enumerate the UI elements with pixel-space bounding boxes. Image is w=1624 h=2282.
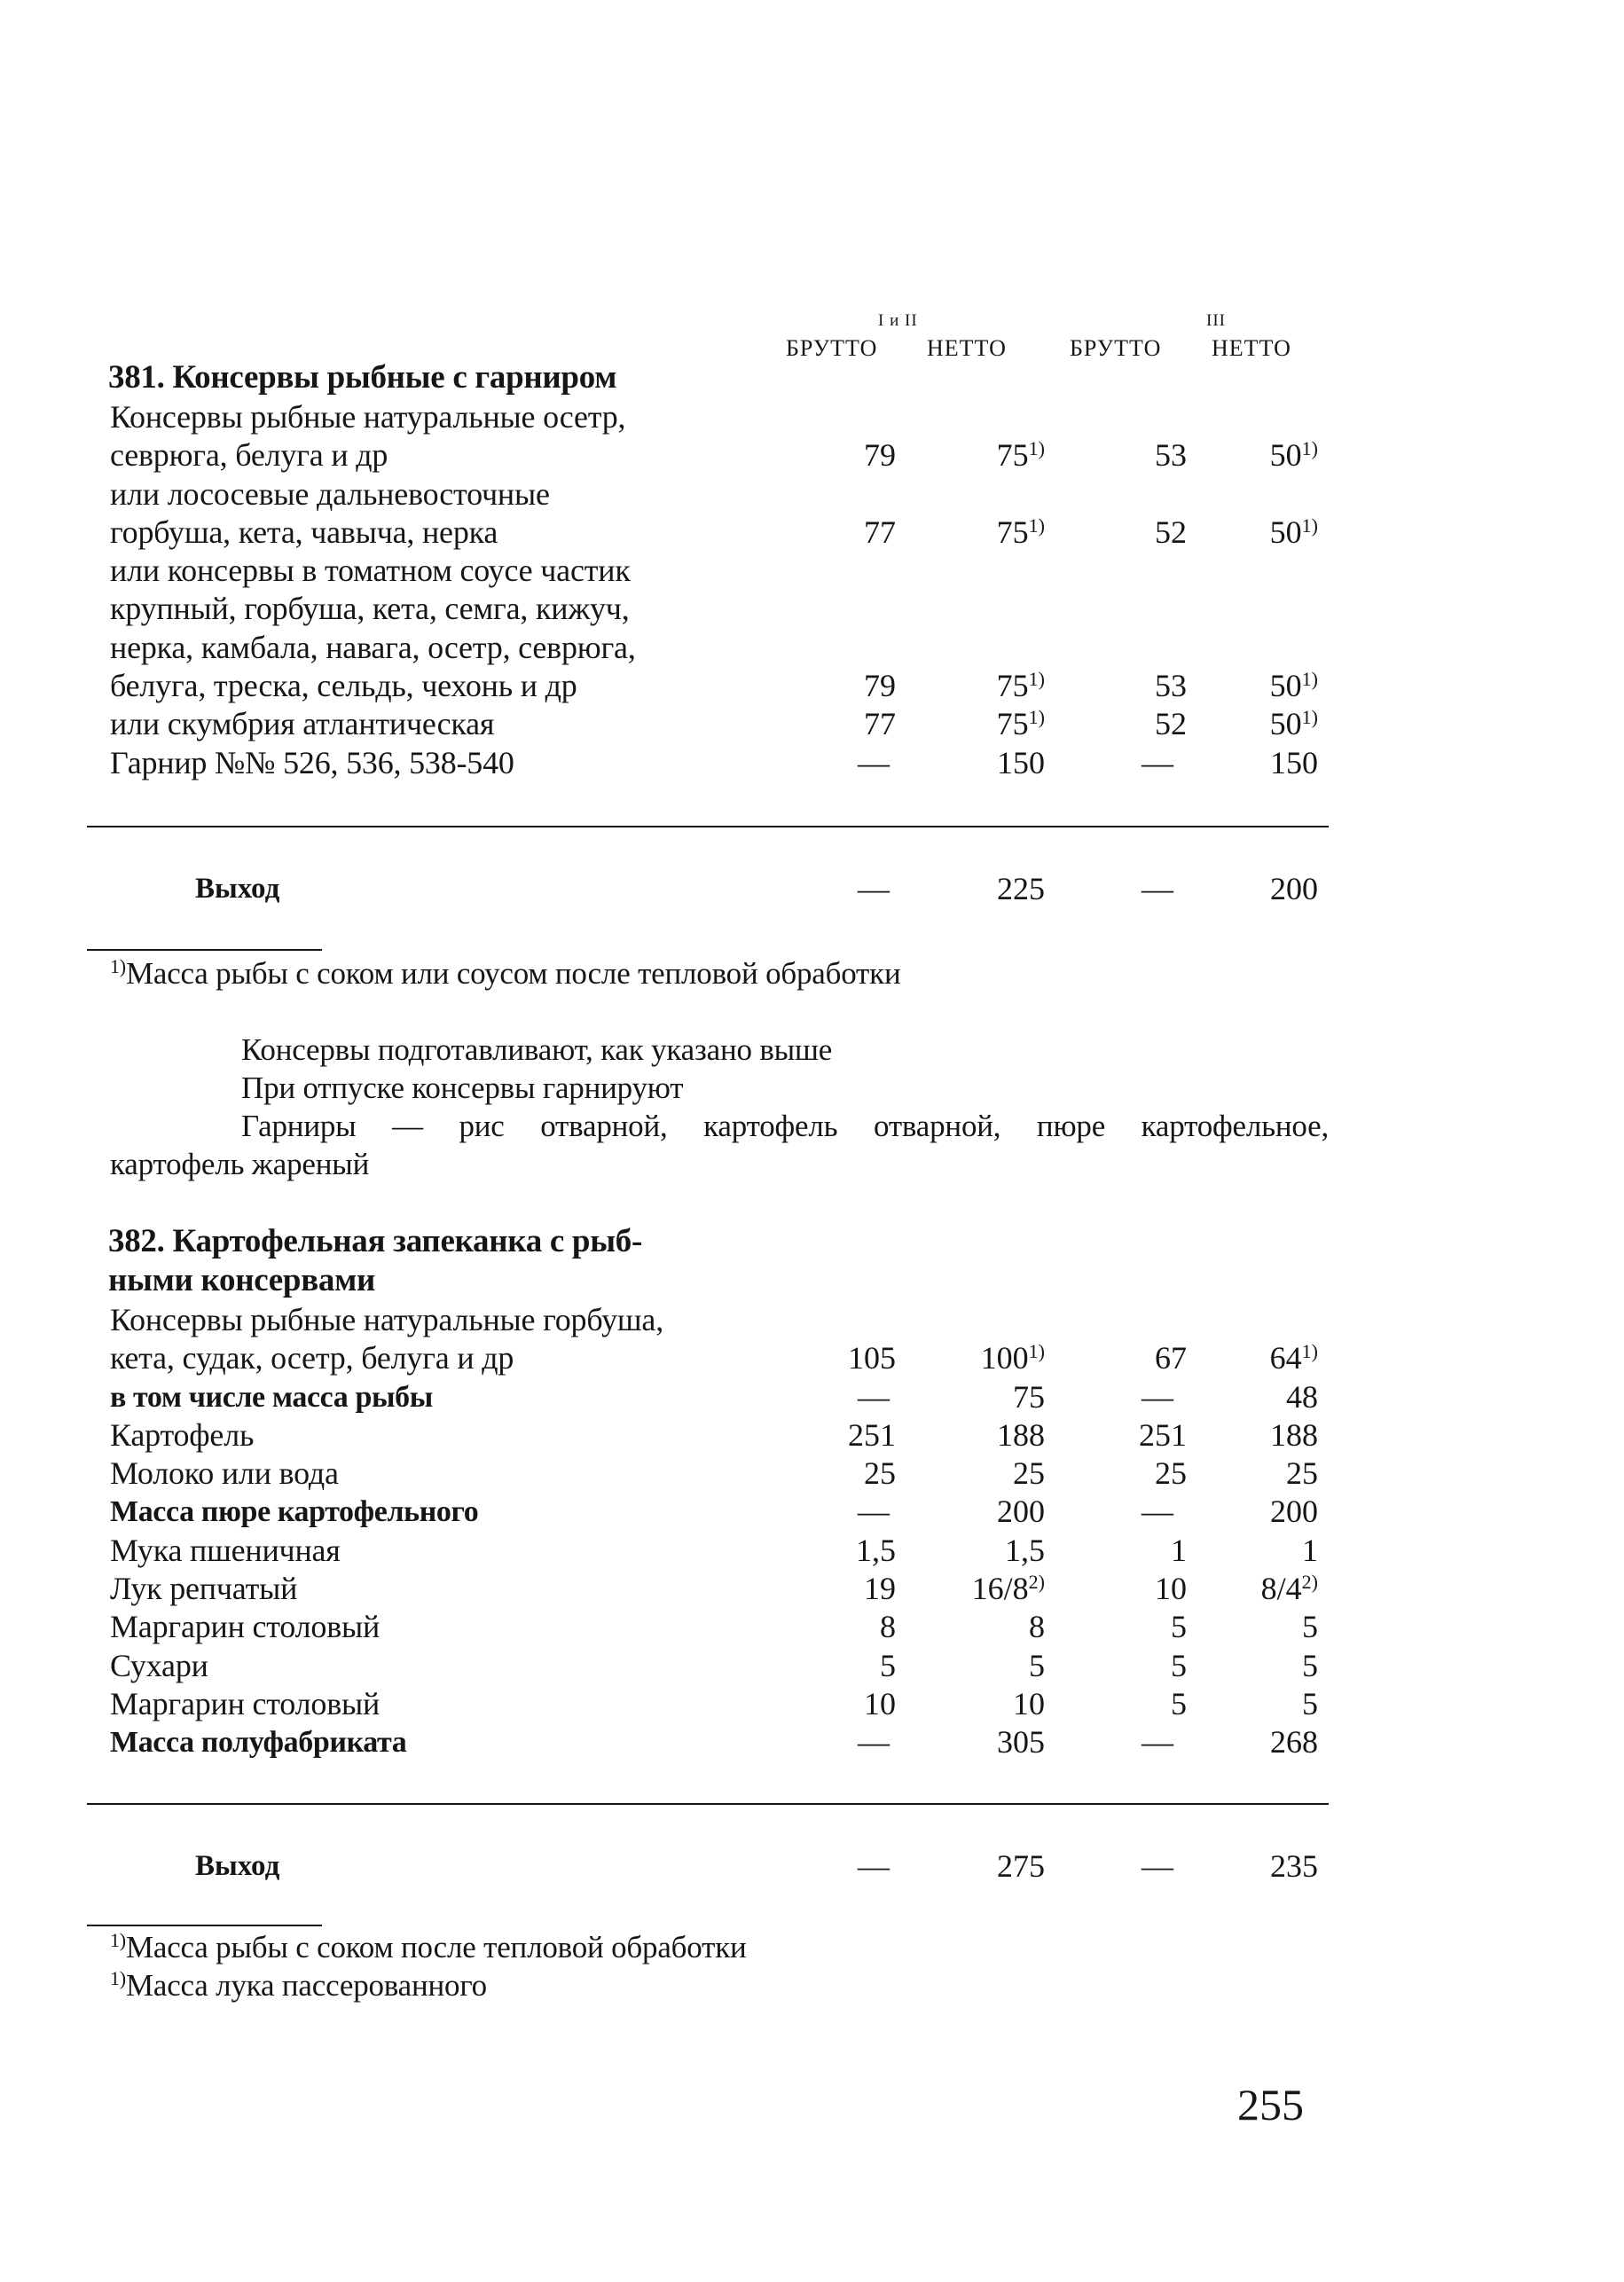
value-text: 64	[1269, 1340, 1302, 1376]
ingredient-value	[1089, 436, 1187, 474]
ingredient-value	[820, 1378, 927, 1416]
ingredient-name: Лук репчатый	[110, 1571, 298, 1607]
output-value: —	[1142, 871, 1173, 906]
ingredient-value	[1220, 1608, 1318, 1646]
output-label: Выход	[195, 873, 280, 905]
output-value: 200	[1270, 871, 1318, 906]
ingredient-name: или консервы в томатном соусе частик	[110, 553, 631, 589]
value-text: 5	[1171, 1647, 1187, 1683]
table-rule	[87, 826, 1329, 827]
ingredient-row	[0, 1378, 1624, 1416]
value-text: 200	[1270, 1494, 1318, 1530]
ingredient-row	[0, 705, 1624, 743]
ingredient-value	[798, 1647, 896, 1685]
recipe-382-footnote	[110, 1928, 747, 1966]
value-text: —	[858, 744, 890, 780]
value-text: 75	[996, 706, 1029, 742]
column-header-brutto-2: БРУТТО	[1070, 335, 1162, 361]
value-text: —	[1142, 744, 1173, 780]
ingredient-value	[820, 1493, 927, 1531]
ingredient-value	[1089, 667, 1187, 705]
ingredient-value	[798, 667, 896, 705]
value-text: 188	[997, 1416, 1045, 1453]
recipe-382-output-row	[0, 1846, 1624, 1886]
ingredient-name: Консервы рыбные натуральные горбуша,	[110, 1302, 663, 1337]
output-value: 275	[997, 1848, 1045, 1884]
value-text: 77	[864, 706, 896, 742]
value-text: 8	[880, 1609, 896, 1645]
value-text: 8	[1029, 1609, 1045, 1645]
footnote-ref: 2)	[1028, 1571, 1045, 1594]
ingredient-value	[1220, 1493, 1318, 1531]
ingredient-value	[947, 1532, 1045, 1570]
footnote-rule	[87, 949, 322, 951]
value-text: 50	[1269, 514, 1302, 550]
ingredient-value	[1089, 1647, 1187, 1685]
ingredient-value	[798, 514, 896, 552]
ingredient-value	[820, 1723, 927, 1761]
ingredient-value	[1089, 514, 1187, 552]
value-text: 268	[1270, 1724, 1318, 1761]
ingredient-value	[1220, 436, 1318, 474]
value-text: 5	[1302, 1647, 1318, 1683]
recipe-382-title-line: 382. Картофельная запеканка с рыб-	[108, 1223, 643, 1259]
value-text: 25	[1155, 1455, 1187, 1492]
value-text: 75	[996, 437, 1029, 474]
value-text: 251	[1139, 1416, 1187, 1453]
value-text: 48	[1286, 1378, 1318, 1415]
recipe-382-title-line: ными консервами	[108, 1262, 376, 1298]
ingredient-row	[0, 1685, 1624, 1723]
value-text: 5	[1171, 1609, 1187, 1645]
ingredient-value	[798, 1570, 896, 1608]
ingredient-value	[1104, 1723, 1211, 1761]
ingredient-row	[0, 475, 1624, 514]
footnote-text: Масса рыбы с соком после тепловой обработки	[125, 1930, 747, 1964]
ingredient-value	[798, 1532, 896, 1570]
ingredient-value	[798, 436, 896, 474]
value-text: 75	[996, 668, 1029, 704]
ingredient-row	[0, 398, 1624, 436]
footnote-text: Масса рыбы с соком или соусом после тепловой обработки	[125, 956, 901, 991]
value-text: 10	[1013, 1685, 1045, 1721]
value-text: 53	[1155, 437, 1187, 474]
recipe-382-footnote	[110, 1966, 487, 2004]
recipe-382-ingredients	[0, 1301, 1624, 1762]
ingredient-value	[798, 1455, 896, 1493]
value-text: 52	[1155, 514, 1187, 550]
ingredient-row	[0, 590, 1624, 628]
ingredient-name: Масса полуфабриката	[110, 1726, 407, 1760]
ingredient-value	[947, 436, 1045, 474]
ingredient-value	[1089, 1570, 1187, 1608]
ingredient-name: Картофель	[110, 1416, 255, 1453]
instruction-line: картофель жареный	[110, 1147, 370, 1181]
value-text: 79	[864, 437, 896, 474]
ingredient-value	[947, 1493, 1045, 1531]
ingredient-row	[0, 1493, 1624, 1531]
recipe-381-instructions	[110, 1031, 1329, 1183]
ingredient-row	[0, 1339, 1624, 1377]
footnote-ref: 1)	[1028, 1340, 1045, 1363]
ingredient-value	[947, 1455, 1045, 1493]
ingredient-value	[1220, 1416, 1318, 1455]
ingredient-row	[0, 436, 1624, 474]
ingredient-value	[1089, 1685, 1187, 1723]
ingredient-name: севрюга, белуга и др	[110, 437, 388, 474]
value-text: 25	[1286, 1455, 1318, 1492]
value-text: 16/8	[971, 1571, 1029, 1607]
ingredient-value	[947, 1339, 1045, 1377]
footnote-mark: 1)	[110, 955, 126, 977]
ingredient-name: нерка, камбала, навага, осетр, севрюга,	[110, 629, 636, 665]
value-text: —	[858, 1724, 890, 1761]
column-group-i-ii: I и II	[878, 311, 918, 330]
value-text: 5	[1171, 1685, 1187, 1721]
ingredient-row	[0, 1301, 1624, 1339]
ingredient-value	[1220, 1570, 1318, 1608]
ingredient-value	[1104, 744, 1211, 782]
ingredient-value	[1089, 1608, 1187, 1646]
ingredient-value	[947, 705, 1045, 743]
ingredient-name: Молоко или вода	[110, 1455, 339, 1492]
ingredient-value	[947, 1685, 1045, 1723]
ingredient-name: в том числе масса рыбы	[110, 1380, 433, 1414]
value-text: 53	[1155, 668, 1187, 704]
ingredient-name: кета, судак, осетр, белуга и др	[110, 1340, 514, 1376]
ingredient-value	[798, 1339, 896, 1377]
ingredient-row	[0, 1532, 1624, 1570]
ingredient-row	[0, 1608, 1624, 1646]
ingredient-value	[947, 1416, 1045, 1455]
ingredient-name: Маргарин столовый	[110, 1685, 381, 1721]
value-text: 150	[997, 744, 1045, 780]
ingredient-row	[0, 1455, 1624, 1493]
ingredient-value	[947, 514, 1045, 552]
output-value: —	[858, 871, 890, 906]
ingredient-value	[820, 744, 927, 782]
value-text: 5	[1302, 1609, 1318, 1645]
value-text: 8/4	[1260, 1571, 1302, 1607]
ingredient-value	[1220, 1455, 1318, 1493]
ingredient-row	[0, 629, 1624, 667]
recipe-381-ingredients	[0, 398, 1624, 782]
ingredient-row	[0, 514, 1624, 552]
value-text: 75	[996, 514, 1029, 550]
footnote-text: Масса лука пассерованного	[125, 1968, 487, 2003]
ingredient-value	[1220, 744, 1318, 782]
ingredient-value	[1089, 705, 1187, 743]
footnote-rule	[87, 1925, 322, 1926]
ingredient-name: Масса пюре картофельного	[110, 1495, 479, 1529]
value-text: 5	[1029, 1647, 1045, 1683]
ingredient-value	[1104, 1378, 1211, 1416]
value-text: 5	[880, 1647, 896, 1683]
ingredient-value	[947, 744, 1045, 782]
value-text: 251	[848, 1416, 896, 1453]
ingredient-value	[947, 1608, 1045, 1646]
value-text: 75	[1013, 1378, 1045, 1415]
ingredient-row	[0, 1570, 1624, 1608]
value-text: 67	[1155, 1340, 1187, 1376]
ingredient-value	[947, 1723, 1045, 1761]
ingredient-value	[1220, 705, 1318, 743]
ingredient-value	[1220, 1339, 1318, 1377]
ingredient-value	[1089, 1339, 1187, 1377]
value-text: —	[858, 1494, 890, 1530]
ingredient-row	[0, 552, 1624, 590]
value-text: 150	[1270, 744, 1318, 780]
value-text: 100	[980, 1340, 1029, 1376]
value-text: —	[1142, 1494, 1173, 1530]
ingredient-name: белуга, треска, сельдь, чехонь и др	[110, 668, 577, 704]
ingredient-value	[1220, 1723, 1318, 1761]
output-value: —	[1142, 1848, 1173, 1884]
ingredient-row	[0, 744, 1624, 782]
ingredient-value	[1089, 1532, 1187, 1570]
footnote-ref: 1)	[1028, 668, 1045, 691]
ingredient-value	[1220, 667, 1318, 705]
footnote-mark: 1)	[110, 1967, 126, 1989]
ingredient-value	[1220, 514, 1318, 552]
value-text: 79	[864, 668, 896, 704]
footnote-ref: 1)	[1028, 706, 1045, 729]
ingredient-name: Маргарин столовый	[110, 1609, 381, 1645]
value-text: 77	[864, 514, 896, 550]
recipe-381-title: 381. Консервы рыбные с гарниром	[108, 359, 617, 396]
value-text: 50	[1269, 437, 1302, 474]
ingredient-value	[1089, 1455, 1187, 1493]
ingredient-value	[1104, 1493, 1211, 1531]
ingredient-name: или лососевые дальневосточные	[110, 475, 550, 512]
table-rule	[87, 1803, 1329, 1805]
footnote-mark: 1)	[110, 1929, 126, 1951]
value-text: 52	[1155, 706, 1187, 742]
output-value: 225	[997, 871, 1045, 906]
value-text: 105	[848, 1340, 896, 1376]
ingredient-row	[0, 667, 1624, 705]
ingredient-value	[1220, 1532, 1318, 1570]
recipe-382-title	[108, 1222, 782, 1300]
ingredient-value	[798, 1608, 896, 1646]
ingredient-value	[1089, 1416, 1187, 1455]
value-text: 25	[864, 1455, 896, 1492]
ingredient-name: Сухари	[110, 1647, 208, 1683]
value-text: —	[858, 1378, 890, 1415]
footnote-ref: 2)	[1301, 1571, 1318, 1594]
footnote-ref: 1)	[1301, 706, 1318, 729]
ingredient-name: Консервы рыбные натуральные осетр,	[110, 399, 626, 435]
ingredient-value	[947, 667, 1045, 705]
column-header-netto-2: НЕТТО	[1212, 335, 1291, 361]
value-text: 1	[1171, 1532, 1187, 1568]
ingredient-value	[1220, 1378, 1318, 1416]
page-number: 255	[1237, 2080, 1304, 2129]
ingredient-row	[0, 1416, 1624, 1455]
column-header-netto-1: НЕТТО	[927, 335, 1007, 361]
ingredient-row	[0, 1647, 1624, 1685]
value-text: —	[1142, 1724, 1173, 1761]
ingredient-value	[798, 705, 896, 743]
instruction-line: Гарниры — рис отварной, картофель отварной, пюре картофельное,	[241, 1109, 1329, 1143]
value-text: 50	[1269, 706, 1302, 742]
value-text: 5	[1302, 1685, 1318, 1721]
value-text: 1	[1302, 1532, 1318, 1568]
footnote-ref: 1)	[1301, 1340, 1318, 1363]
ingredient-name: крупный, горбуша, кета, семга, кижуч,	[110, 591, 630, 627]
value-text: —	[1142, 1378, 1173, 1415]
footnote-ref: 1)	[1301, 668, 1318, 691]
instruction-line: При отпуске консервы гарнируют	[241, 1070, 684, 1105]
footnote-ref: 1)	[1301, 437, 1318, 460]
ingredient-name: Мука пшеничная	[110, 1532, 341, 1568]
column-header-brutto-1: БРУТТО	[786, 335, 878, 361]
value-text: 305	[997, 1724, 1045, 1761]
footnote-ref: 1)	[1301, 514, 1318, 537]
ingredient-value	[798, 1416, 896, 1455]
instruction-line: Консервы подготавливают, как указано выше	[241, 1032, 833, 1067]
value-text: 200	[997, 1494, 1045, 1530]
value-text: 1,5	[856, 1532, 896, 1568]
value-text: 25	[1013, 1455, 1045, 1492]
value-text: 50	[1269, 668, 1302, 704]
value-text: 10	[1155, 1571, 1187, 1607]
value-text: 19	[864, 1571, 896, 1607]
ingredient-value	[947, 1647, 1045, 1685]
ingredient-value	[947, 1378, 1045, 1416]
column-group-iii: III	[1206, 311, 1226, 330]
recipe-381-footnote	[110, 954, 901, 992]
ingredient-name: или скумбрия атлантическая	[110, 706, 495, 742]
output-label: Выход	[195, 1850, 280, 1882]
footnote-ref: 1)	[1028, 437, 1045, 460]
ingredient-name: горбуша, кета, чавыча, нерка	[110, 514, 498, 550]
value-text: 188	[1270, 1416, 1318, 1453]
ingredient-row	[0, 1723, 1624, 1761]
value-text: 1,5	[1005, 1532, 1045, 1568]
ingredient-value	[798, 1685, 896, 1723]
ingredient-value	[1220, 1647, 1318, 1685]
output-value: —	[858, 1848, 890, 1884]
output-value: 235	[1270, 1848, 1318, 1884]
recipe-381-output-row	[0, 868, 1624, 909]
ingredient-name: Гарнир №№ 526, 536, 538-540	[110, 744, 514, 780]
value-text: 10	[864, 1685, 896, 1721]
ingredient-value	[1220, 1685, 1318, 1723]
ingredient-value	[947, 1570, 1045, 1608]
footnote-ref: 1)	[1028, 514, 1045, 537]
